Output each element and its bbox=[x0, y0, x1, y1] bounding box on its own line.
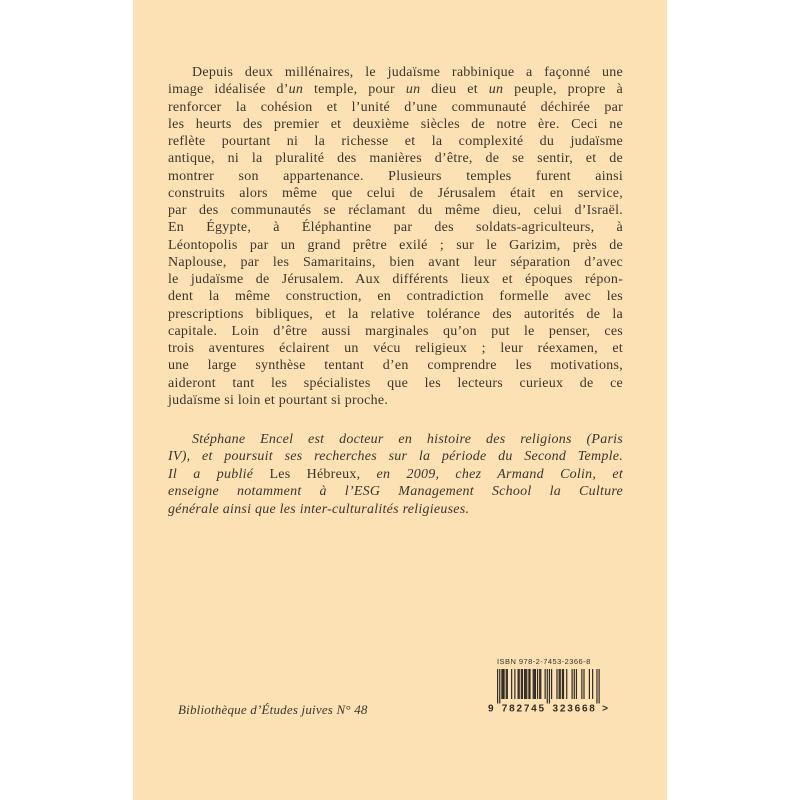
text-line: reflète pourtant ni la richesse et la complexité du judaïsme bbox=[168, 134, 623, 149]
text-line: image idéalisée d’un temple, pour un dieu et un peuple, propre à bbox=[168, 82, 624, 98]
text-line: dent la même construction, en contradiction formelle avec les bbox=[168, 289, 623, 305]
isbn-number-label: ISBN 978-2-7453-2366-8 bbox=[497, 657, 591, 666]
text-line: générale ainsi que les inter-culturalités religieuses. bbox=[168, 501, 470, 517]
author-bio-paragraph bbox=[168, 431, 623, 518]
barcode-digits: 782745 bbox=[501, 703, 545, 715]
book-back-cover bbox=[133, 0, 667, 800]
text-line: antique, ni la pluralité des manières d’être, de se sentir, et de bbox=[168, 151, 623, 167]
collection-series-label: Bibliothèque d’Études juives N° 48 bbox=[178, 702, 368, 717]
text-line: renforcer la cohésion et l’unité d’une communauté déchirée par bbox=[168, 99, 623, 115]
text-line: enseigne notamment à l’ESG Management School la Culture bbox=[168, 484, 623, 500]
text-line: Il a publié Les Hébreux, en 2009, chez Armand Colin, et bbox=[168, 466, 623, 482]
text-line: trois aventures éclairent un vécu religieux ; leur réexamen, et bbox=[168, 341, 623, 356]
text-line: Stéphane Encel est docteur en histoire des religions (Paris bbox=[192, 432, 623, 447]
barcode-digits: 323668 bbox=[552, 703, 595, 715]
barcode-digits: > bbox=[602, 703, 608, 715]
text-line: le judaïsme de Jérusalem. Aux différents lieux et époques répon- bbox=[168, 272, 623, 287]
text-line: Naplouse, par les Samaritains, bien avant leur séparation d’avec bbox=[168, 254, 623, 270]
text-line: montrer son appartenance. Plusieurs temples furent ainsi bbox=[168, 168, 623, 184]
text-line: les heurts des premier et deuxième siècles de notre ère. Ceci ne bbox=[168, 116, 623, 132]
isbn-barcode-block bbox=[485, 657, 619, 715]
ean13-barcode bbox=[485, 669, 619, 715]
main-paragraph bbox=[168, 64, 623, 409]
text-line: judaïsme si loin et pourtant si proche. bbox=[168, 392, 389, 408]
text-line: IV), et poursuit ses recherches sur la période du Second Temple. bbox=[168, 449, 623, 465]
text-line: une large synthèse tentant d’en comprendre les motivations, bbox=[168, 358, 623, 374]
text-line: construits alors même que celui de Jérusalem était en service, bbox=[168, 185, 623, 201]
text-line: prescriptions bibliques, et la relative tolérance des autorités de la bbox=[168, 306, 623, 322]
text-line: par des communautés se réclamant du même dieu, celui d’Israël. bbox=[168, 203, 623, 218]
text-line: capitale. Loin d’être aussi marginales qu’on put le penser, ces bbox=[168, 323, 623, 339]
text-line: aideront tant les spécialistes que les lecteurs curieux de ce bbox=[168, 375, 623, 391]
barcode-digits: 9 bbox=[488, 703, 494, 715]
text-line: Depuis deux millénaires, le judaïsme rabbinique a façonné une bbox=[192, 65, 623, 80]
text-line: En Égypte, à Éléphantine par des soldats-agriculteurs, à bbox=[168, 220, 623, 236]
text-line: Léontopolis par un grand prêtre exilé ; sur le Garizim, près de bbox=[168, 237, 623, 253]
